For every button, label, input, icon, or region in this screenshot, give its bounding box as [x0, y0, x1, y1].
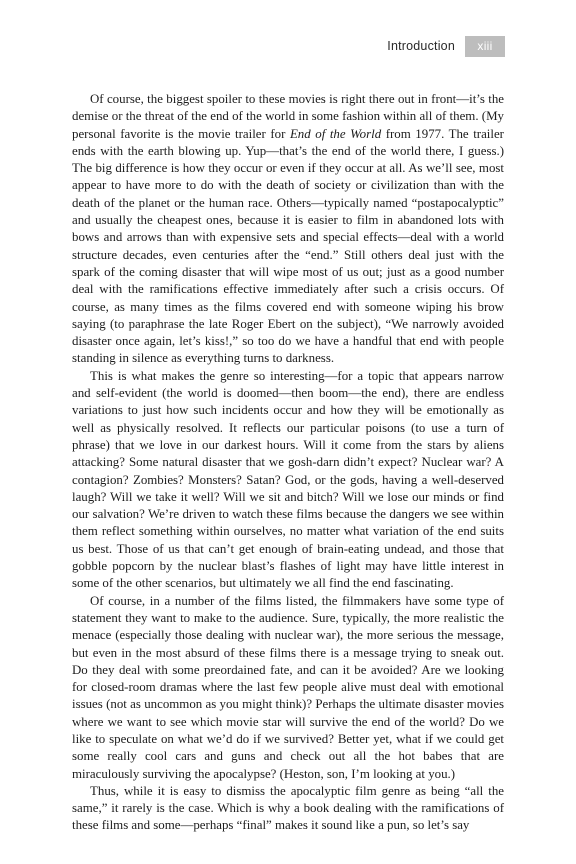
paragraph-text: Thus, while it is easy to dismiss the apocalyptic film genre as being “all the same,” it rarely is the case. Which is why a book dealing with the ramifications of these films and some—perhaps “final” makes it sound like a pun, so let’s say	[72, 783, 504, 833]
paragraph	[72, 593, 504, 783]
paragraph-text: from 1977. The trailer ends with the earth blowing up. Yup—that’s the end of the world there, I guess.) The big difference is how they occur or even if they occur at all. As we’ll see, most appear to have more to do with the death of society or civilization than with the death of the planet or the human race. Others—typically named “postapocalyptic” and usually the cheapest ones, because it is easier to film in abandoned lots with bows and arrows than with expensive sets and special effects—deal with a world structure decades, even centuries after the “end.” Still others deal just with the spark of the coming disaster that will wipe most of us out; just as a good number deal with the ramifications effective immediately after such a crisis occurs. Of course, as many times as the films covered end with someone wiping his brow saying (to paraphrase the late Roger Ebert on the subject), “We narrowly avoided disaster once again, let’s kiss!,” so too do we have a handful that end with people standing in silence as everything turns to darkness.	[72, 126, 504, 366]
page-number: xiii	[465, 36, 505, 57]
paragraph-text: Of course, in a number of the films listed, the filmmakers have some type of statement they want to make to the audience. Sure, typically, the more realistic the menace (especially those dealing with nuclear war), the more serious the message, but even in the most absurd of these films there is a message trying to sneak out. Do they deal with some preordained fate, and can it be avoided? Are we looking for closed-room dramas where the last few people alive must deal with emotional issues (not as uncommon as you might think)? Perhaps the ultimate disaster movies where we want to see which movie star will survive the end of the world? Do we like to speculate on what we’d do if we survived? Better yet, what if we could get some really cool cars and guns and check out all the hot babes that are miraculously surviving the apocalypse? (Heston, son, I’m looking at you.)	[72, 593, 504, 781]
body-text	[72, 91, 504, 835]
paragraph	[72, 91, 504, 368]
film-title: End of the World	[289, 126, 382, 141]
running-head-title: Introduction	[387, 39, 455, 53]
paragraph-text: This is what makes the genre so interesting—for a topic that appears narrow and self-evident (the world is doomed—then boom—the end), there are endless variations to just how such incidents occur and how they will be emotionally as well as physically resolved. It reflects our particular poisons (to use a turn of phrase) that we love in our darkest hours. Will it come from the stars by aliens attacking? Some natural disaster that we gosh-darn didn’t expect? Nuclear war? A contagion? Zombies? Monsters? Satan? God, or the gods, having a well-deserved laugh? Will we take it well? Will we sit and bitch? Will we lose our minds or find our salvation? We’re driven to watch these films because the dangers we see within them reflect something within ourselves, no matter what variation of the end suits us best. Those of us that can’t get enough of brain-eating undead, and those that gobble popcorn by the nuclear blast’s flashes of light may have little interest in some of the other scenarios, but ultimately we all find the end fascinating.	[72, 368, 504, 591]
paragraph	[72, 783, 504, 835]
paragraph-text: Of course, the biggest spoiler to these movies is right there out in front—it’s the demise or the threat of the end of the world in some fashion within all of them. (My personal favorite is the movie trailer for	[72, 92, 504, 141]
running-head	[387, 36, 505, 57]
paragraph	[72, 368, 504, 593]
